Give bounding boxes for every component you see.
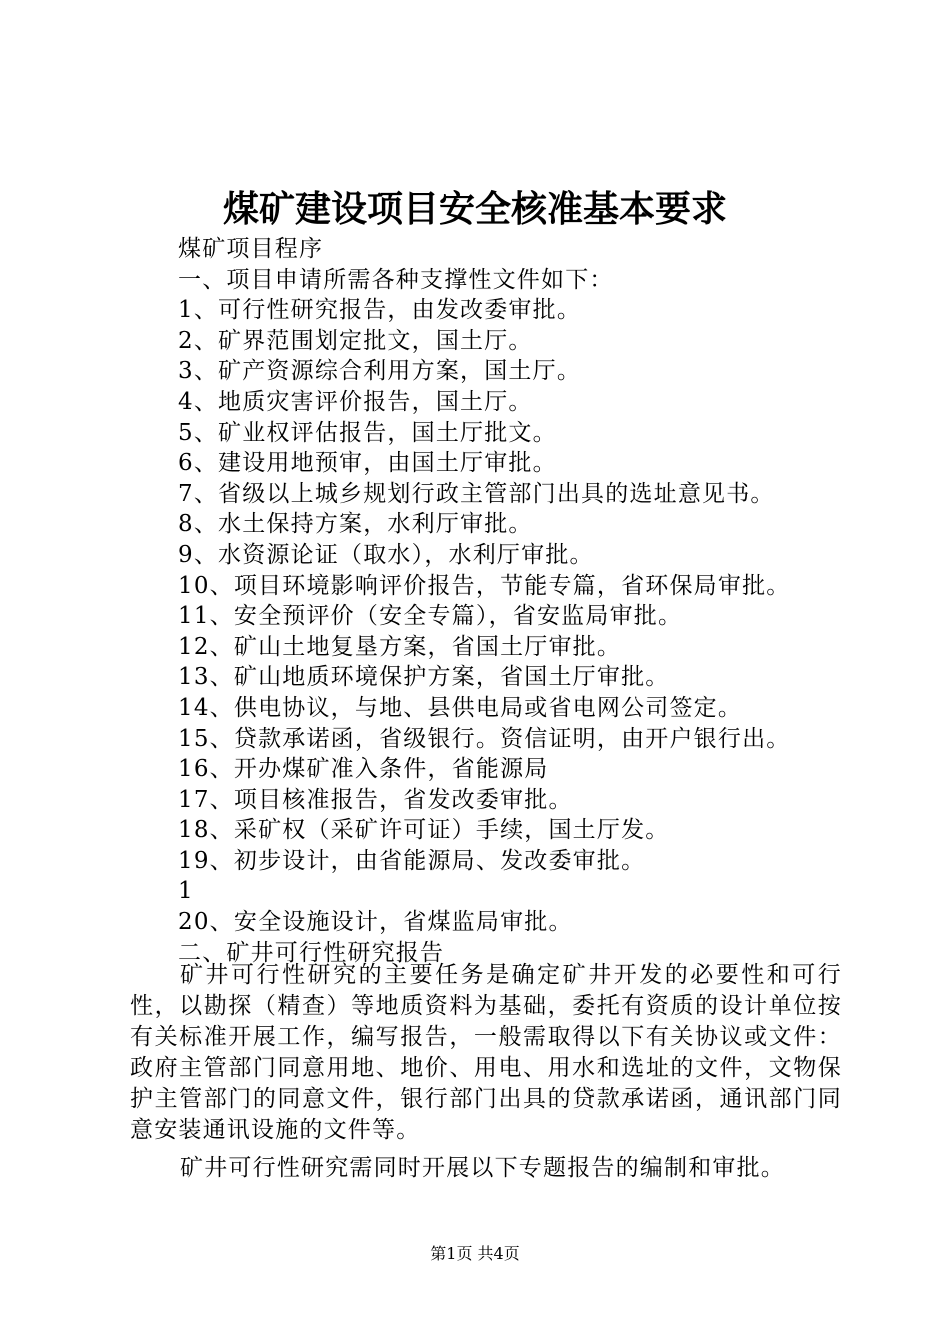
list-item: 8、水土保持方案，水利厅审批。 — [178, 511, 533, 538]
list-item: 19、初步设计，由省能源局、发改委审批。 — [178, 847, 646, 874]
list-item: 7、省级以上城乡规划行政主管部门出具的选址意见书。 — [178, 480, 775, 507]
list-item: 5、矿业权评估报告，国土厅批文。 — [178, 419, 557, 446]
document-lines — [178, 234, 790, 968]
list-item: 9、水资源论证（取水），水利厅审批。 — [178, 541, 594, 568]
body-paragraph: 矿井可行性研究需同时开展以下专题报告的编制和审批。 — [180, 1155, 785, 1181]
list-item: 2、矿界范围划定批文，国土厅。 — [178, 327, 533, 354]
list-item: 16、开办煤矿准入条件，省能源局 — [178, 756, 549, 783]
document-title: 煤矿建设项目安全核准基本要求 — [222, 188, 727, 230]
list-item: 6、建设用地预审，由国土厅审批。 — [178, 450, 557, 477]
page-footer: 第1页 共4页 — [430, 1244, 520, 1263]
list-item: 11、安全预评价（安全专篇），省安监局审批。 — [178, 603, 683, 630]
list-item: 1、可行性研究报告，由发改委审批。 — [178, 297, 582, 324]
list-item: 18、采矿权（采矿许可证）手续，国土厅发。 — [178, 817, 670, 844]
list-item: 12、矿山土地复垦方案，省国土厅审批。 — [178, 633, 622, 660]
body-paragraph: 矿井可行性研究的主要任务是确定矿井开发的必要性和可行性，以勘探（精查）等地质资料为基础，委托有资质的设计单位按有关标准开展工作，编写报告，一般需取得以下有关协议或文件：政府主管部门同意用地、地价、用电、用水和选址的文件，文物保护主管部门的同意文件，银行部门出具的贷款承诺函，通讯部门同意安装通讯设施的文件等。 — [130, 962, 842, 1143]
list-item: 10、项目环境影响评价报告，节能专篇，省环保局审批。 — [178, 572, 791, 599]
list-item: 14、供电协议，与地、县供电局或省电网公司签定。 — [178, 694, 743, 721]
list-item: 17、项目核准报告，省发改委审批。 — [178, 786, 573, 813]
list-item: 3、矿产资源综合利用方案，国土厅。 — [178, 358, 582, 385]
line-section-one-heading: 一、项目申请所需各种支撑性文件如下： — [178, 266, 614, 293]
line-section-two-heading: 二、矿井可行性研究报告 — [178, 939, 445, 966]
list-item: 13、矿山地质环境保护方案，省国土厅审批。 — [178, 664, 670, 691]
list-item: 4、地质灾害评价报告，国土厅。 — [178, 388, 533, 415]
line-program-heading: 煤矿项目程序 — [178, 236, 324, 262]
stray-page-number: 1 — [178, 878, 194, 905]
list-item: 20、安全设施设计，省煤监局审批。 — [178, 909, 573, 936]
list-item: 15、贷款承诺函，省级银行。资信证明，由开户银行出。 — [178, 725, 791, 752]
